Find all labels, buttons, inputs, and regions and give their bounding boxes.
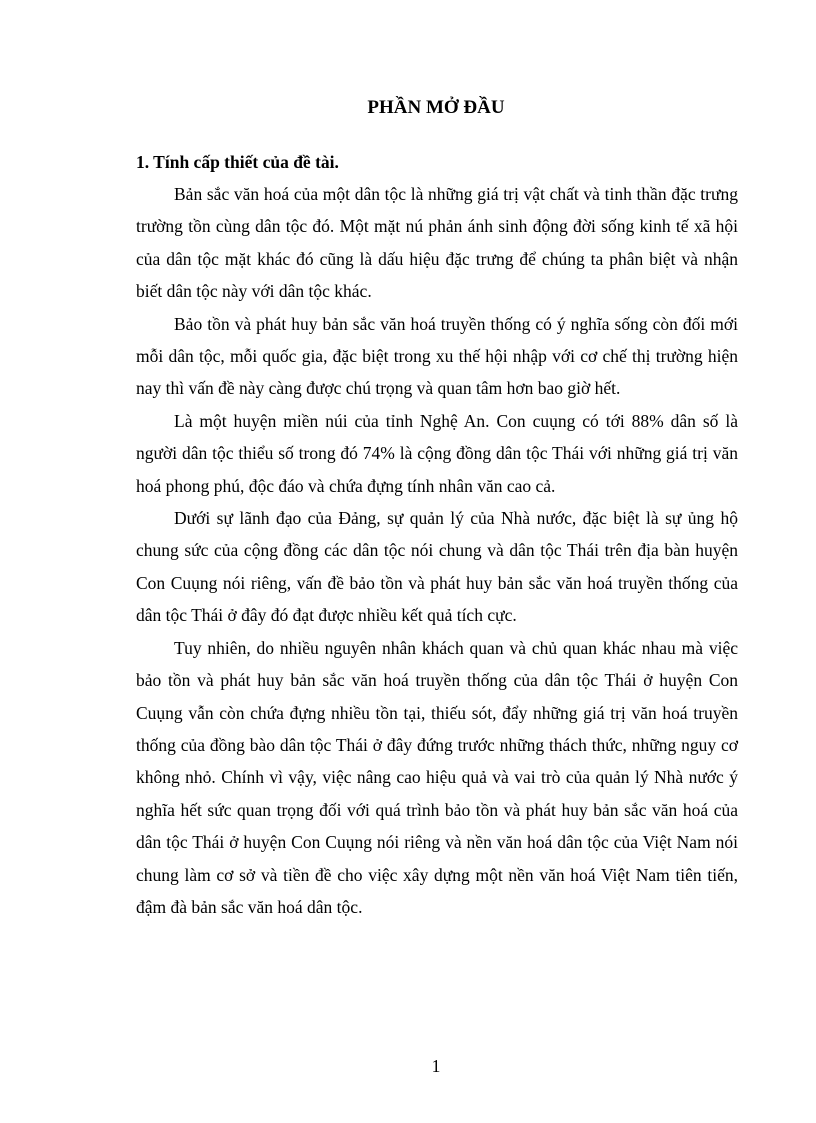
paragraph-1: Bản sắc văn hoá của một dân tộc là những giá trị vật chất và tinh thần đặc trưng trường tồn cùng dân tộc đó. Một mặt nú phản ánh sinh động đời sống kinh tế xã hội của dân tộc mặt khác đó cũng là dấu hiệu đặc trưng để chúng ta phân biệt và nhận biết dân tộc này với dân tộc khác.	[136, 184, 738, 302]
page-number: 1	[431, 1056, 441, 1076]
paragraph-4: Dưới sự lãnh đạo của Đảng, sự quản lý của Nhà nước, đặc biệt là sự ủng hộ chung sức của cộng đồng các dân tộc nói chung và dân tộc Thái trên địa bàn huyện Con Cuụng nói riêng, vấn đề bảo tồn và phát huy bản sắc văn hoá truyền thống của dân tộc Thái ở đây đó đạt được nhiều kết quả tích cực.	[136, 508, 738, 626]
paragraph-3: Là một huyện miền núi của tỉnh Nghệ An. Con cuụng có tới 88% dân số là người dân tộc thiểu số trong đó 74% là cộng đồng dân tộc Thái với những giá trị văn hoá phong phú, độc đáo và chứa đựng tính nhân văn cao cả.	[136, 410, 738, 496]
paragraph-2: Bảo tồn và phát huy bản sắc văn hoá truyền thống có ý nghĩa sống còn đối mới mỗi dân tộc, mỗi quốc gia, đặc biệt trong xu thế hội nhập với cơ chế thị trường hiện nay thì vấn đề này càng được chú trọng và quan tâm hơn bao giờ hết.	[136, 313, 738, 399]
page-title: PHẦN MỞ ĐẦU	[367, 97, 505, 118]
body-text	[136, 178, 738, 923]
section-heading: 1. Tính cấp thiết của đề tài.	[136, 152, 339, 172]
paragraph-5: Tuy nhiên, do nhiều nguyên nhân khách quan và chủ quan khác nhau mà việc bảo tồn và phát huy bản sắc văn hoá truyền thống của dân tộc Thái ở huyện Con Cuụng vẫn còn chứa đựng nhiều tồn tại, thiếu sót, đẩy những giá trị văn hoá truyền thống của đồng bào dân tộc Thái ở đây đứng trước những thách thức, những nguy cơ không nhỏ. Chính vì vậy, việc nâng cao hiệu quả và vai trò của quản lý Nhà nước ý nghĩa hết sức quan trọng đối với quá trình bảo tồn và phát huy bản sắc văn hoá của dân tộc Thái ở huyện Con Cuụng nói riêng và nền văn hoá dân tộc của Việt Nam nói chung làm cơ sở và tiền đề cho việc xây dựng một nền văn hoá Việt Nam tiên tiến, đậm đà bản sắc văn hoá dân tộc.	[136, 637, 738, 917]
